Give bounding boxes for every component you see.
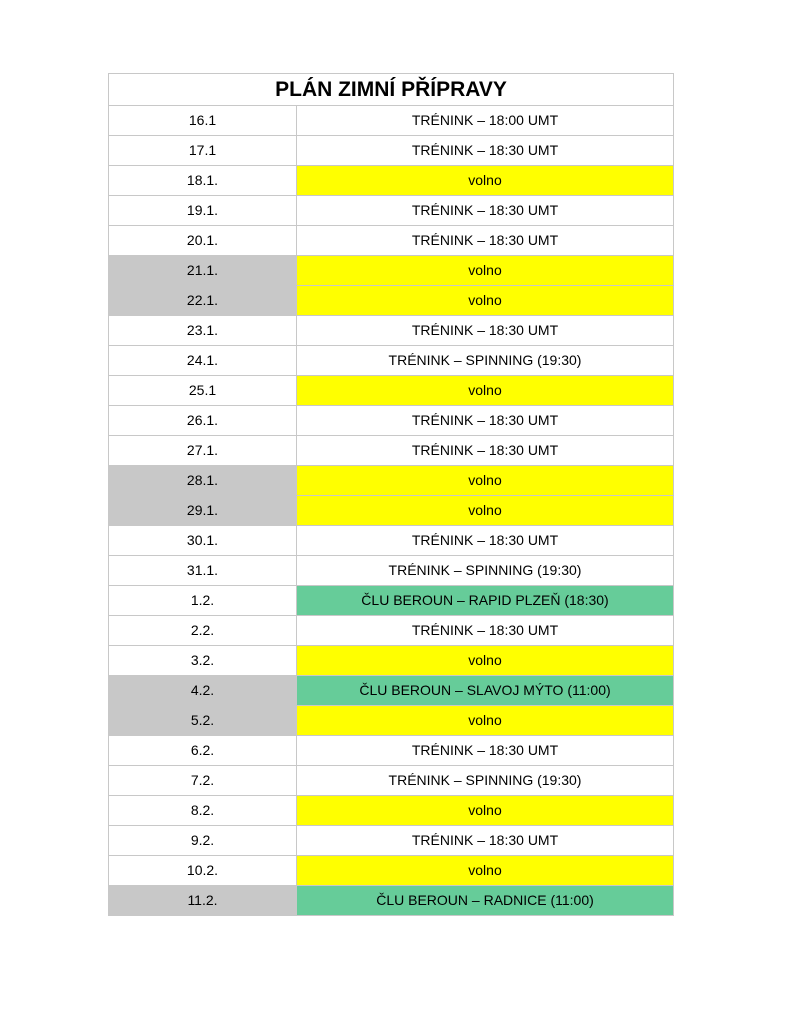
schedule-body	[109, 74, 674, 916]
date-cell: 27.1.	[109, 436, 297, 466]
activity-cell: volno	[297, 166, 674, 196]
activity-cell: volno	[297, 856, 674, 886]
table-row	[109, 886, 674, 916]
activity-cell: ČLU BEROUN – RAPID PLZEŇ (18:30)	[297, 586, 674, 616]
activity-cell: TRÉNINK – 18:30 UMT	[297, 136, 674, 166]
date-cell: 7.2.	[109, 766, 297, 796]
table-row	[109, 766, 674, 796]
schedule-table	[108, 73, 674, 916]
table-row	[109, 646, 674, 676]
date-cell: 3.2.	[109, 646, 297, 676]
activity-cell: TRÉNINK – 18:00 UMT	[297, 106, 674, 136]
table-row	[109, 346, 674, 376]
table-row	[109, 706, 674, 736]
activity-cell: TRÉNINK – SPINNING (19:30)	[297, 346, 674, 376]
activity-cell: TRÉNINK – 18:30 UMT	[297, 406, 674, 436]
table-row	[109, 736, 674, 766]
table-row	[109, 406, 674, 436]
date-cell: 4.2.	[109, 676, 297, 706]
date-cell: 6.2.	[109, 736, 297, 766]
date-cell: 8.2.	[109, 796, 297, 826]
date-cell: 31.1.	[109, 556, 297, 586]
activity-cell: ČLU BEROUN – RADNICE (11:00)	[297, 886, 674, 916]
activity-cell: TRÉNINK – 18:30 UMT	[297, 826, 674, 856]
table-row	[109, 676, 674, 706]
activity-cell: ČLU BEROUN – SLAVOJ MÝTO (11:00)	[297, 676, 674, 706]
activity-cell: volno	[297, 796, 674, 826]
date-cell: 10.2.	[109, 856, 297, 886]
activity-cell: TRÉNINK – SPINNING (19:30)	[297, 556, 674, 586]
activity-cell: volno	[297, 646, 674, 676]
table-row	[109, 856, 674, 886]
activity-cell: volno	[297, 256, 674, 286]
date-cell: 30.1.	[109, 526, 297, 556]
table-row	[109, 136, 674, 166]
activity-cell: volno	[297, 376, 674, 406]
table-row	[109, 556, 674, 586]
activity-cell: volno	[297, 496, 674, 526]
table-row	[109, 826, 674, 856]
date-cell: 18.1.	[109, 166, 297, 196]
date-cell: 17.1	[109, 136, 297, 166]
date-cell: 9.2.	[109, 826, 297, 856]
activity-cell: volno	[297, 706, 674, 736]
activity-cell: TRÉNINK – 18:30 UMT	[297, 196, 674, 226]
table-row	[109, 796, 674, 826]
table-row	[109, 616, 674, 646]
date-cell: 5.2.	[109, 706, 297, 736]
date-cell: 26.1.	[109, 406, 297, 436]
activity-cell: volno	[297, 286, 674, 316]
table-row	[109, 196, 674, 226]
date-cell: 22.1.	[109, 286, 297, 316]
table-row	[109, 106, 674, 136]
date-cell: 24.1.	[109, 346, 297, 376]
date-cell: 19.1.	[109, 196, 297, 226]
activity-cell: volno	[297, 466, 674, 496]
date-cell: 25.1	[109, 376, 297, 406]
date-cell: 29.1.	[109, 496, 297, 526]
date-cell: 16.1	[109, 106, 297, 136]
activity-cell: TRÉNINK – 18:30 UMT	[297, 616, 674, 646]
table-row	[109, 436, 674, 466]
activity-cell: TRÉNINK – 18:30 UMT	[297, 736, 674, 766]
table-row	[109, 166, 674, 196]
date-cell: 2.2.	[109, 616, 297, 646]
page-title: PLÁN ZIMNÍ PŘÍPRAVY	[109, 74, 674, 106]
table-row	[109, 286, 674, 316]
activity-cell: TRÉNINK – 18:30 UMT	[297, 436, 674, 466]
table-row	[109, 526, 674, 556]
date-cell: 1.2.	[109, 586, 297, 616]
activity-cell: TRÉNINK – 18:30 UMT	[297, 316, 674, 346]
table-row	[109, 496, 674, 526]
date-cell: 21.1.	[109, 256, 297, 286]
table-row	[109, 376, 674, 406]
activity-cell: TRÉNINK – 18:30 UMT	[297, 226, 674, 256]
table-row	[109, 586, 674, 616]
table-row	[109, 256, 674, 286]
date-cell: 20.1.	[109, 226, 297, 256]
table-row	[109, 316, 674, 346]
activity-cell: TRÉNINK – SPINNING (19:30)	[297, 766, 674, 796]
title-row	[109, 74, 674, 106]
table-row	[109, 466, 674, 496]
table-row	[109, 226, 674, 256]
activity-cell: TRÉNINK – 18:30 UMT	[297, 526, 674, 556]
date-cell: 11.2.	[109, 886, 297, 916]
date-cell: 28.1.	[109, 466, 297, 496]
date-cell: 23.1.	[109, 316, 297, 346]
